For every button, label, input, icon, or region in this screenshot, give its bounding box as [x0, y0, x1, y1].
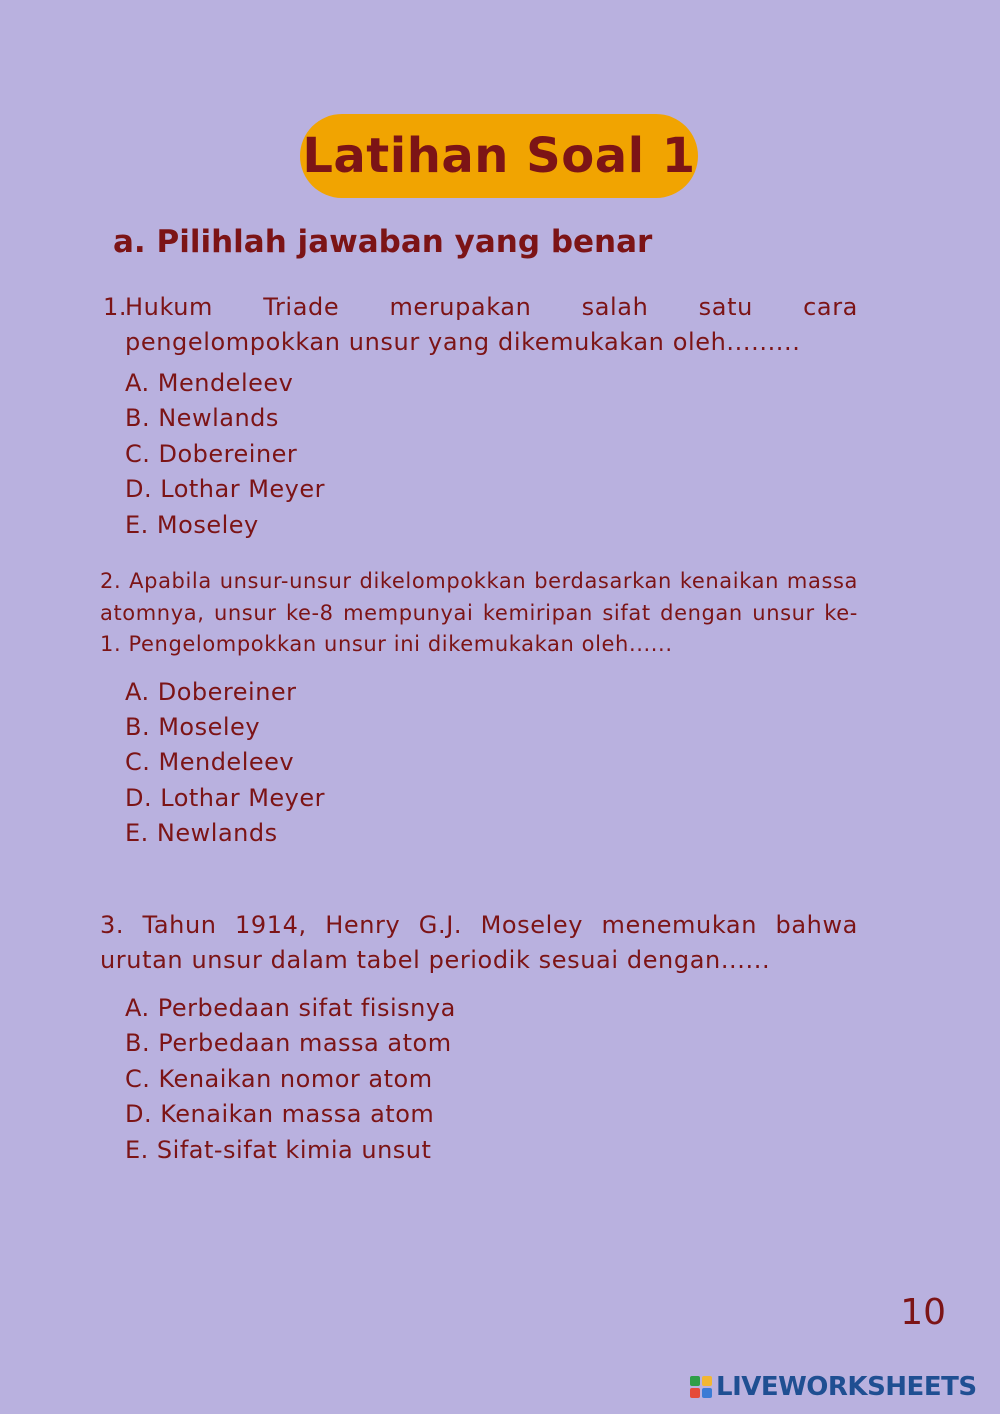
logo-square-red	[690, 1388, 700, 1398]
option-1b[interactable]: B. Newlands	[125, 404, 279, 433]
question-1-number: 1.	[103, 293, 128, 321]
page-title: Latihan Soal 1	[302, 128, 696, 184]
question-3-options	[100, 991, 858, 1168]
question-1-options	[100, 366, 858, 543]
logo-square-blue	[702, 1388, 712, 1398]
option-3a[interactable]: A. Perbedaan sifat fisisnya	[125, 994, 456, 1022]
question-1-text	[100, 290, 858, 360]
title-badge	[300, 114, 698, 198]
brand-name: LIVEWORKSHEETS	[716, 1372, 977, 1402]
question-2	[100, 566, 858, 852]
liveworksheets-brand[interactable]	[690, 1372, 977, 1402]
option-2c[interactable]: C. Mendeleev	[125, 748, 295, 777]
question-2-options	[100, 675, 858, 852]
question-2-text: 2. Apabila unsur-unsur dikelompokkan berdasarkan kenaikan massa atomnya, unsur ke-8 mempunyai kemiripan sifat dengan unsur ke-1. Pengelompokkan unsur ini dikemukakan oleh......	[100, 569, 858, 656]
option-1a[interactable]: A. Mendeleev	[125, 369, 294, 397]
liveworksheets-logo-icon	[690, 1376, 712, 1398]
question-1-body: Hukum Triade merupakan salah satu cara pengelompokkan unsur yang dikemukakan oleh.........	[125, 293, 858, 356]
option-1d[interactable]: D. Lothar Meyer	[125, 475, 326, 504]
option-2e[interactable]: E. Newlands	[125, 819, 278, 848]
logo-square-green	[690, 1376, 700, 1386]
option-3e[interactable]: E. Sifat-sifat kimia unsut	[125, 1135, 432, 1164]
section-heading: a. Pilihlah jawaban yang benar	[113, 224, 653, 260]
option-1e[interactable]: E. Moseley	[125, 510, 259, 539]
option-2b[interactable]: B. Moseley	[125, 712, 261, 741]
option-1c[interactable]: C. Dobereiner	[125, 439, 298, 468]
option-3b[interactable]: B. Perbedaan massa atom	[125, 1029, 452, 1058]
option-2d[interactable]: D. Lothar Meyer	[125, 783, 326, 812]
question-3-text: 3. Tahun 1914, Henry G.J. Moseley menemukan bahwa urutan unsur dalam tabel periodik sesuai dengan......	[100, 911, 858, 974]
question-3	[100, 908, 858, 1168]
page-number: 10	[900, 1292, 946, 1333]
option-3d[interactable]: D. Kenaikan massa atom	[125, 1100, 435, 1129]
option-3c[interactable]: C. Kenaikan nomor atom	[125, 1064, 433, 1093]
option-2a[interactable]: A. Dobereiner	[125, 677, 297, 706]
logo-square-yellow	[702, 1376, 712, 1386]
question-1	[100, 290, 858, 543]
